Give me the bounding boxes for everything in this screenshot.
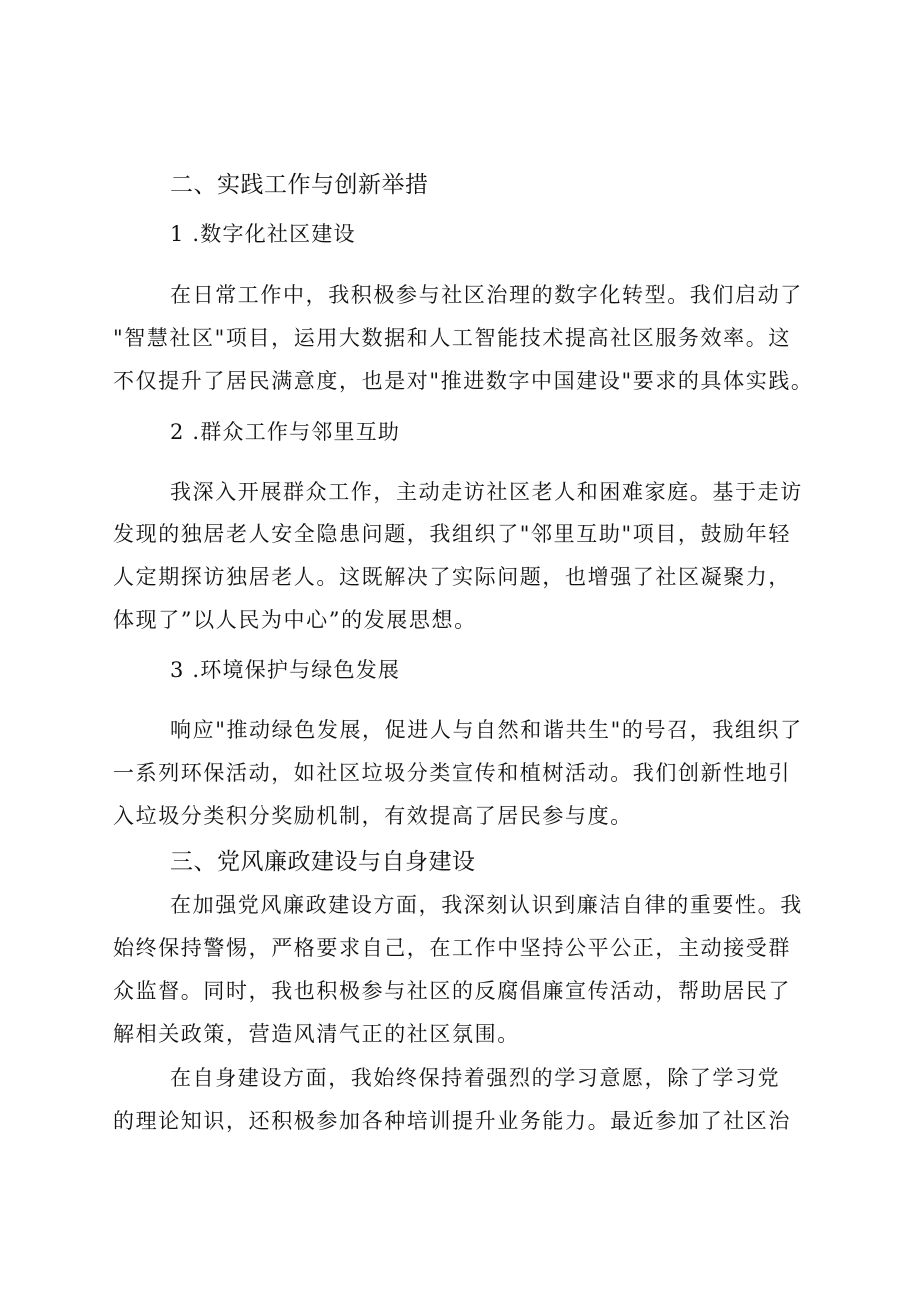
paragraph-line: 入垃圾分类积分奖励机制，有效提高了居民参与度。 <box>113 804 633 828</box>
paragraph-line: 响应"推动绿色发展，促进人与自然和谐共生"的号召，我组织了 <box>170 718 803 742</box>
paragraph-line: 在自身建设方面，我始终保持着强烈的学习意愿，除了学习党 <box>170 1066 781 1090</box>
subsection-heading-2: 2 .群众工作与邻里互助 <box>170 420 401 444</box>
paragraph-line: 解相关政策，营造风清气正的社区氛围。 <box>113 1022 520 1046</box>
paragraph-line: 始终保持警惕，严格要求自己，在工作中坚持公平公正，主动接受群 <box>113 936 791 960</box>
paragraph-line: 在加强党风廉政建设方面，我深刻认识到廉洁自律的重要性。我 <box>170 893 803 917</box>
section-heading-3: 三、党风廉政建设与自身建设 <box>170 849 476 875</box>
subsection-heading-3: 3 .环境保护与绿色发展 <box>170 658 401 682</box>
paragraph-line: 一系列环保活动，如社区垃圾分类宣传和植树活动。我们创新性地引 <box>113 761 791 785</box>
paragraph-line: 人定期探访独居老人。这既解决了实际问题，也增强了社区凝聚力， <box>113 565 791 589</box>
subsection-heading-1: 1 .数字化社区建设 <box>170 222 356 246</box>
paragraph-line: 众监督。同时，我也积极参与社区的反腐倡廉宣传活动，帮助居民了 <box>113 979 791 1003</box>
paragraph-line: 在日常工作中，我积极参与社区治理的数字化转型。我们启动了 <box>170 283 803 307</box>
paragraph-line: 我深入开展群众工作，主动走访社区老人和困难家庭。基于走访 <box>170 480 803 504</box>
paragraph-line: 不仅提升了居民满意度，也是对"推进数字中国建设"要求的具体实践。 <box>113 369 814 393</box>
paragraph-line: 发现的独居老人安全隐患问题，我组织了"邻里互助"项目，鼓励年轻 <box>113 522 791 546</box>
paragraph-line: 体现了”以人民为中心”的发展思想。 <box>113 608 477 632</box>
paragraph-line: "智慧社区"项目，运用大数据和人工智能技术提高社区服务效率。这 <box>113 326 791 350</box>
section-heading-2: 二、实践工作与创新举措 <box>170 172 429 198</box>
paragraph-line: 的理论知识，还积极参加各种培训提升业务能力。最近参加了社区治 <box>113 1109 791 1133</box>
